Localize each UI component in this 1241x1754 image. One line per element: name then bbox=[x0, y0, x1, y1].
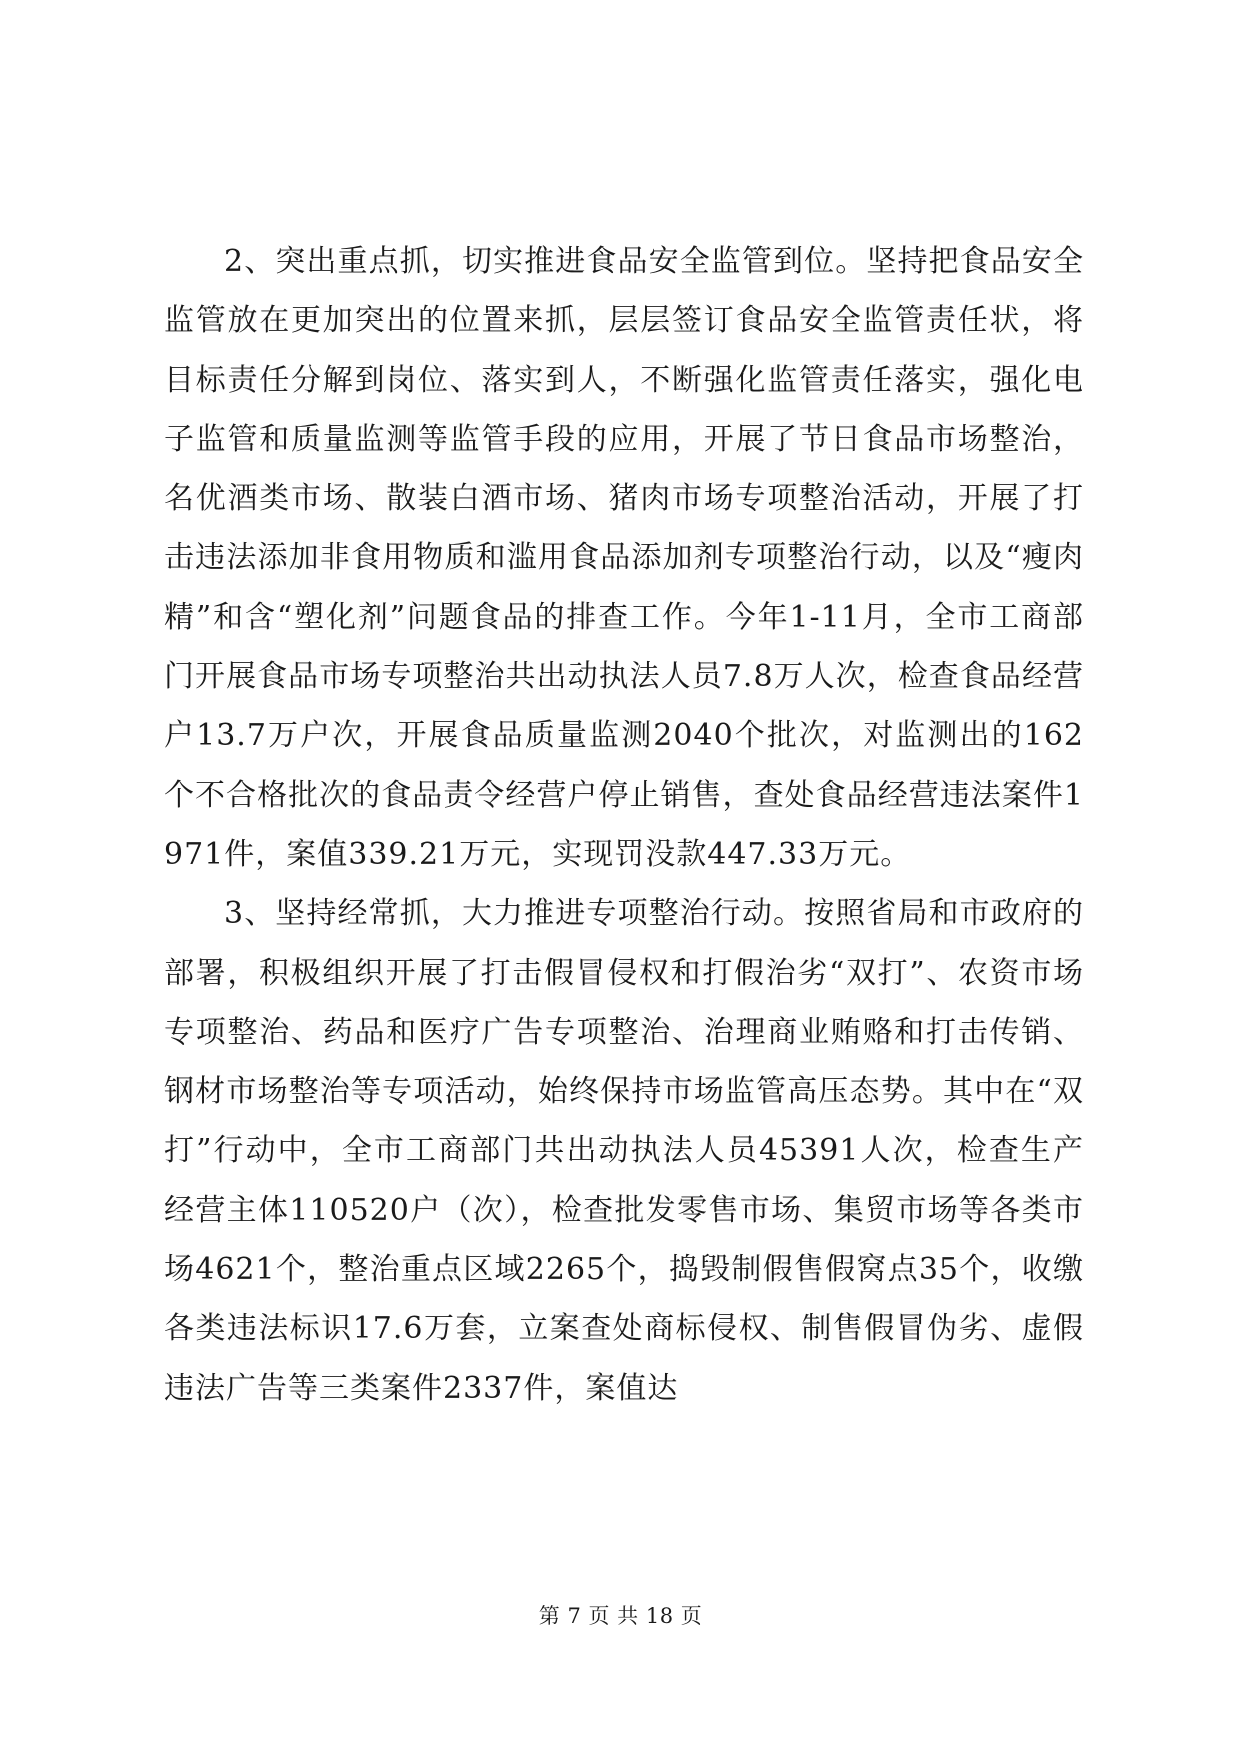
document-body bbox=[164, 232, 1084, 1418]
paragraph-food-safety: 2、突出重点抓，切实推进食品安全监管到位。坚持把食品安全监管放在更加突出的位置来抓，层层签订食品安全监管责任状，将目标责任分解到岗位、落实到人，不断强化监管责任落实，强化电子监管和质量监测等监管手段的应用，开展了节日食品市场整治，名优酒类市场、散装白酒市场、猪肉市场专项整治活动，开展了打击违法添加非食用物质和滥用食品添加剂专项整治行动，以及“瘦肉精”和含“塑化剂”问题食品的排查工作。今年1-11月，全市工商部门开展食品市场专项整治共出动执法人员7.8万人次，检查食品经营户13.7万户次，开展食品质量监测2040个批次，对监测出的162个不合格批次的食品责令经营户停止销售，查处食品经营违法案件1971件，案值339.21万元，实现罚没款447.33万元。 bbox=[164, 244, 1084, 872]
paragraph-special-campaigns: 3、坚持经常抓，大力推进专项整治行动。按照省局和市政府的部署，积极组织开展了打击假冒侵权和打假治劣“双打”、农资市场专项整治、药品和医疗广告专项整治、治理商业贿赂和打击传销、钢材市场整治等专项活动，始终保持市场监管高压态势。其中在“双打”行动中，全市工商部门共出动执法人员45391人次，检查生产经营主体110520户（次），检查批发零售市场、集贸市场等各类市场4621个，整治重点区域2265个，捣毁制假售假窝点35个，收缴各类违法标识17.6万套，立案查处商标侵权、制售假冒伪劣、虚假违法广告等三类案件2337件，案值达 bbox=[164, 896, 1084, 1406]
page-footer: 第 7 页 共 18 页 bbox=[538, 1604, 703, 1628]
